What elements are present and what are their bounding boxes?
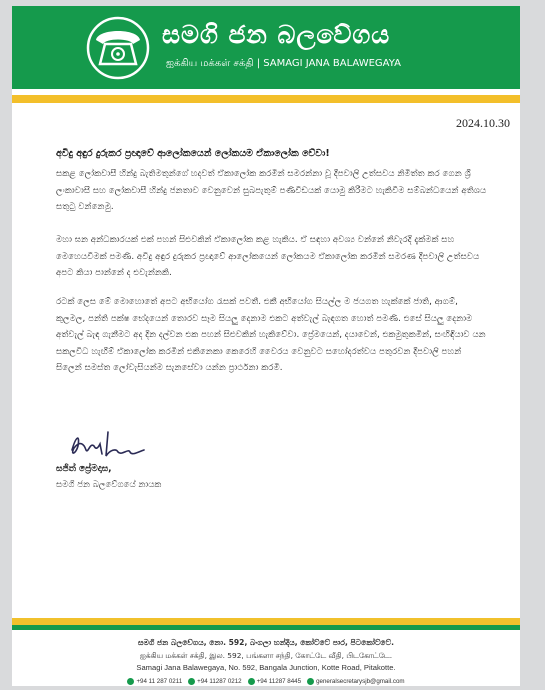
contact-fax <box>248 675 301 686</box>
phone-icon <box>127 678 134 685</box>
letterhead-banner <box>12 6 520 89</box>
footer-address-tamil: ஐக்கிய மக்கள் சக்தி, இல. 592, பங்களா சந்தி, கோட்டே வீதி, பிடகோட்டே. <box>139 651 393 660</box>
party-name-sinhala: සමගි ජන බලවේගය <box>162 20 391 49</box>
telephone-logo-icon <box>84 14 152 82</box>
footer-stripe-gold <box>12 618 520 625</box>
contact-phone-1 <box>127 675 182 686</box>
fax-icon <box>248 678 255 685</box>
header-stripe <box>12 95 520 103</box>
handwritten-signature <box>66 428 156 464</box>
signer-title: සමගි ජන බලවේගයේ නායක <box>56 480 162 490</box>
letter-page <box>12 6 520 686</box>
contact-text: +94 11287 8445 <box>256 677 302 685</box>
footer-contacts <box>12 675 520 686</box>
signer-name: සජිත් ප්‍රේමදාස, <box>56 464 112 474</box>
email-icon <box>307 678 314 685</box>
letter-paragraph: රටක් ලෙස මේ මොහොතේ අපට අභියෝග රැසක් පවතී. එකී අභියෝග සියල්ල ම ජයගත හැක්කේ ජාති, ආගම්, කුලමල, පන්ති පක්ෂ භේදයෙන් තොරව සෑම සියලු දෙනාම එකට අත්වැල් බැඳගත හොත් පමණි. එසේ සියලු දෙනාම අත්වැල් බැඳ ගැනීමට අද දින දල්වන එක පහන් සිළුවකින් හැකිවේවා. ප්‍රේමයෙන්, දයාවෙන්, එකමුතුකමින්, සංහිඳියාව යන සකලවිධ හැඟීම් ඒකාලෝක කරමින් එකිනෙකා කෙරෙහි වෛරය වෙනුවට සහෝදරත්වය පතුරවන දීපවාලි පහන් සිලෙන් සමස්ත ලෝවැසියන්ම සැනසේවා යන්න ප්‍රාර්ථනා කරමි. <box>56 297 486 373</box>
contact-text: generalsecretarysjb@gmail.com <box>316 677 405 685</box>
footer-stripe-green <box>12 625 520 630</box>
letter-paragraph: සකළ ලෝකවාසී හින්දු බැතිමතුන්ගේ හදවත් ඒකාලෝක කරමින් සමරන්නා වූ දීපවාලි උත්සවය නිමිත්ත කර ගෙන ශ්‍රී ලංකාවාසී සහ ලෝකවාසී හින්දු ජනතාව වෙනුවෙන් සුබපැතුම් පණිවිඩයක් යොමු කිරීමට හැකිවීම සම්බන්ධයෙන් අතිශය සතුටු වන්නෙමු. <box>56 169 487 212</box>
letter-headline: අවිදු අඳුර දුරුකර ප්‍රඥාවේ ආලෝකයෙන් ලෝකයම ඒකාලෝක වේවා! <box>56 148 330 159</box>
contact-text: +94 11 287 0211 <box>136 677 183 685</box>
party-name-subtitle: ஐக்கிய மக்கள் சக்தி | SAMAGI JANA BALAWEGAYA <box>166 58 401 69</box>
footer-address-english: Samagi Jana Balawegaya, No. 592, Bangala Junction, Kotte Road, Pitakotte. <box>136 663 396 672</box>
letter-date: 2024.10.30 <box>456 116 510 130</box>
letter-paragraph: මහා ඝන අන්ධකාරයක් එක් පහන් සිළුවකින් ඒකාලෝක කළ හැකිය. ඒ සඳහා අවශ්‍ය වන්නේ නිවැරදි දැක්මක් සහ මෙහෙයවීමක් පමණි. අවිදු අඳුර දුරුකර ප්‍රඥාවේ ආලෝකයෙන් ලෝකයම ඒකාලෝක කරමින් සමරණ දීපවාලි උත්සවය අපට කියා පාන්නේ ද එවැන්නකි. <box>56 235 480 278</box>
contact-text: +94 11287 0212 <box>197 677 242 685</box>
contact-email <box>307 675 404 686</box>
contact-phone-2 <box>188 675 241 686</box>
phone-icon <box>188 678 195 685</box>
footer-address-sinhala: සමගි ජන බලවේගය, නො. 592, බංගලා හන්දිය, කෝට්ටේ පාර, පිටකෝට්ටේ. <box>138 638 394 647</box>
